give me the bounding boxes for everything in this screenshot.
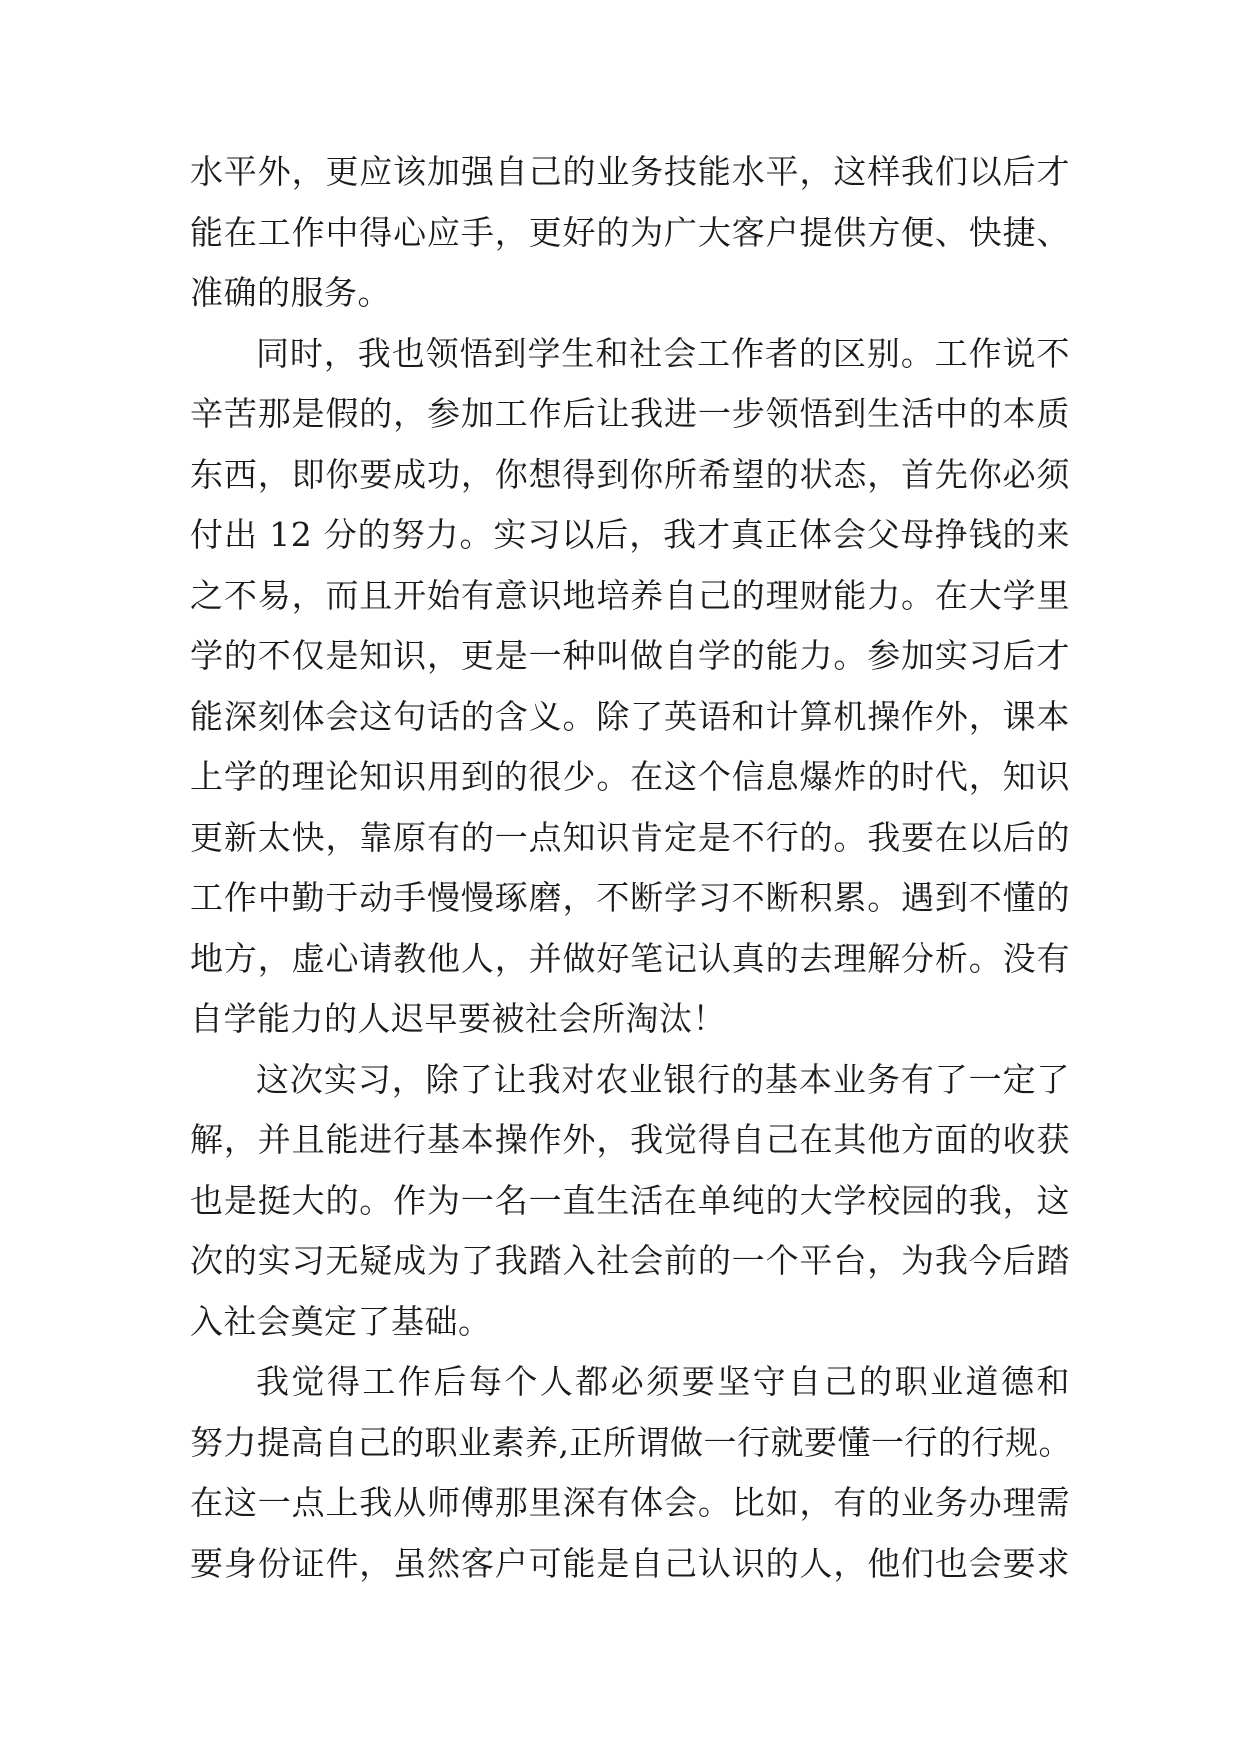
text-line: 解，并且能进行基本操作外，我觉得自己在其他方面的收获	[190, 1120, 1070, 1159]
text-line: 付出 12 分的努力。实习以后，我才真正体会父母挣钱的来	[190, 515, 1070, 554]
text-line: 同时，我也领悟到学生和社会工作者的区别。工作说不	[256, 333, 1070, 373]
text-line: 之不易，而且开始有意识地培养自己的理财能力。在大学里	[190, 575, 1070, 615]
text-line: 能深刻体会这句话的含义。除了英语和计算机操作外，课本	[190, 696, 1070, 736]
text-line: 更新太快，靠原有的一点知识肯定是不行的。我要在以后的	[190, 817, 1070, 857]
text-line: 水平外，更应该加强自己的业务技能水平，这样我们以后才	[190, 152, 1070, 191]
text-line: 入社会奠定了基础。	[190, 1301, 492, 1341]
text-line: 要身份证件，虽然客户可能是自己认识的人，他们也会要求	[190, 1543, 1070, 1583]
document-body	[190, 142, 1070, 1594]
text-line: 这次实习，除了让我对农业银行的基本业务有了一定了	[256, 1059, 1070, 1099]
text-line: 地方，虚心请教他人，并做好笔记认真的去理解分析。没有	[190, 938, 1070, 978]
text-line: 能在工作中得心应手，更好的为广大客户提供方便、快捷、	[190, 212, 1070, 252]
text-line: 努力提高自己的职业素养,正所谓做一行就要懂一行的行规。	[190, 1422, 1072, 1462]
text-line: 上学的理论知识用到的很少。在这个信息爆炸的时代，知识	[190, 757, 1070, 796]
text-line: 我觉得工作后每个人都必须要坚守自己的职业道德和	[256, 1362, 1070, 1401]
text-line: 自学能力的人迟早要被社会所淘汰！	[190, 999, 726, 1038]
text-line: 东西，即你要成功，你想得到你所希望的状态，首先你必须	[190, 454, 1070, 494]
text-line: 准确的服务。	[190, 273, 391, 312]
text-line: 也是挺大的。作为一名一直生活在单纯的大学校园的我，这	[190, 1180, 1070, 1220]
text-line: 辛苦那是假的，参加工作后让我进一步领悟到生活中的本质	[190, 394, 1070, 433]
text-line: 工作中勤于动手慢慢琢磨，不断学习不断积累。遇到不懂的	[190, 878, 1070, 917]
text-line: 在这一点上我从师傅那里深有体会。比如，有的业务办理需	[190, 1483, 1070, 1522]
text-line: 次的实习无疑成为了我踏入社会前的一个平台，为我今后踏	[190, 1241, 1070, 1280]
text-line: 学的不仅是知识，更是一种叫做自学的能力。参加实习后才	[190, 636, 1070, 675]
